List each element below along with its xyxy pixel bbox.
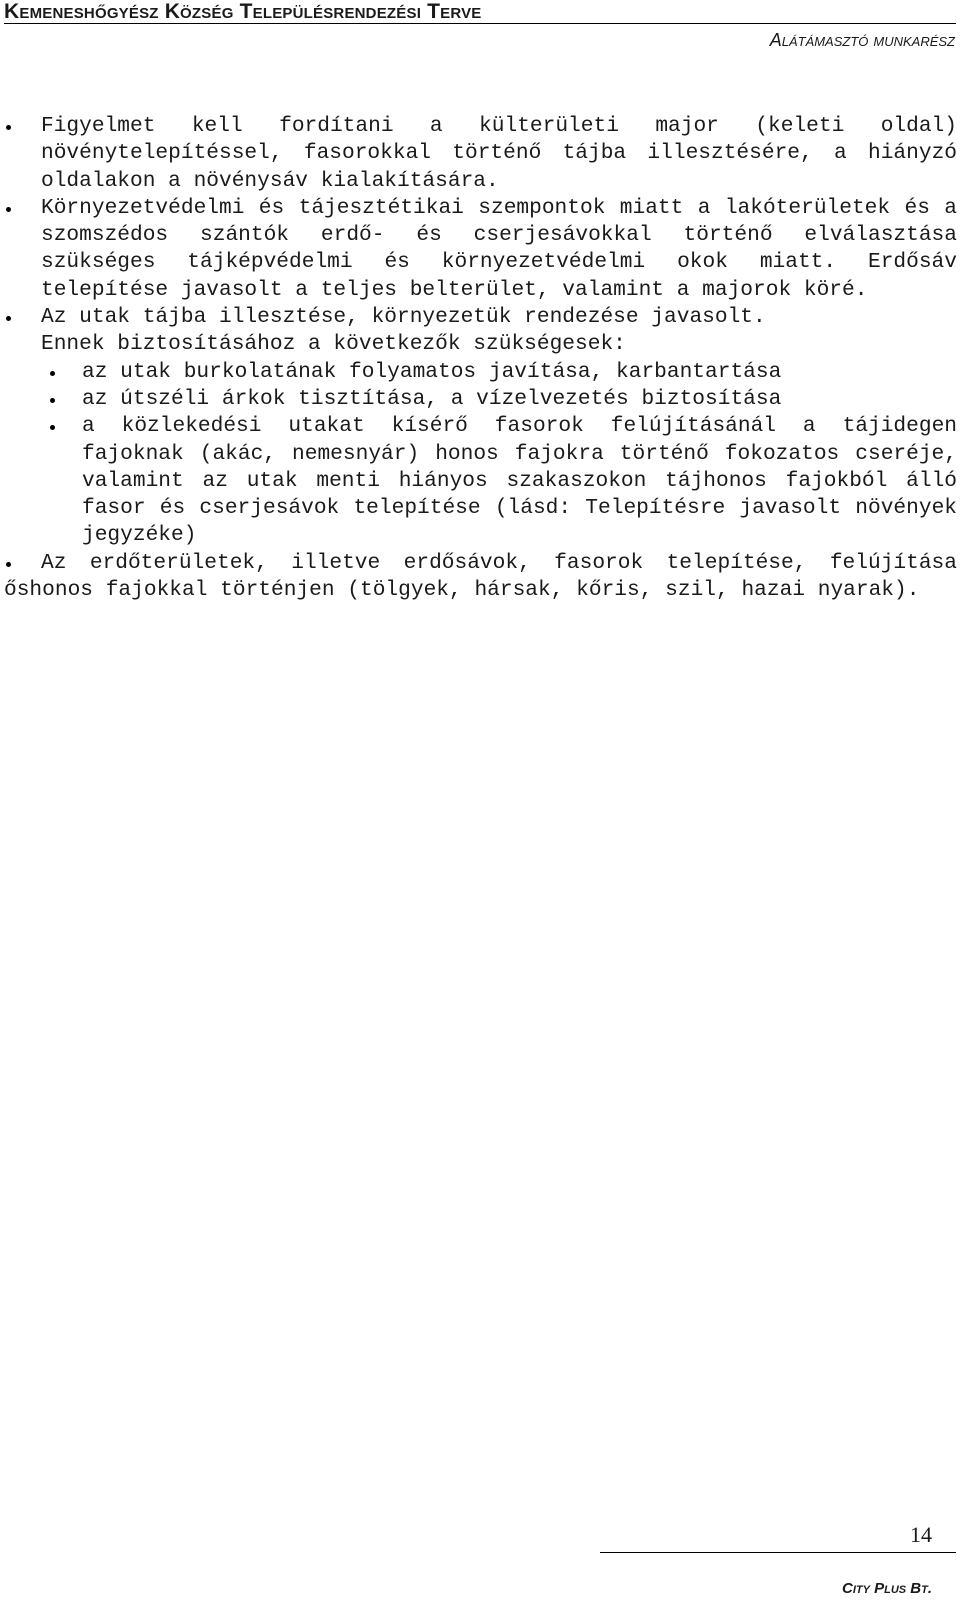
document-title: Kemeneshőgyész Község Településrendezési Terve: [4, 0, 482, 23]
page-number: 14: [910, 1522, 932, 1547]
sub-bullet-item: az utak burkolatának folyamatos javítása, karbantartása: [4, 359, 957, 386]
bullet-item-erdosav: Környezetvédelmi és tájesztétikai szempontok miatt a lakóterületek és a szomszédos szántók erdő- és cserjesávokkal történő elválasztása szükséges tájképvédelmi és környezetvédelmi okok miatt. Erdősáv telepítése javasolt a teljes belterület, valamint a majorok köré.: [4, 195, 957, 304]
sublist-intro: Ennek biztosításához a következők szükségesek:: [41, 332, 626, 357]
sub-bullet-item: az útszéli árkok tisztítása, a vízelvezetés biztosítása: [4, 386, 957, 413]
bullet-item-erdoteruletek: Az erdőterületek, illetve erdősávok, fasorok telepítése, felújítása őshonos fajokkal történjen (tölgyek, hársak, kőris, szil, hazai nyarak).: [4, 550, 957, 605]
header-divider: [4, 23, 956, 24]
document-body: [4, 113, 957, 604]
sub-bullet-item: a közlekedési utakat kísérő fasorok felújításánál a tájidegen fajoknak (akác, nemesnyár) honos fajokra történő fokozatos cseréje, valamint az utak menti hiányos szakaszokon tájhonos fajokból álló fasor és cserjesávok telepítése (lásd: Telepítésre javasolt növények jegyzéke): [4, 413, 957, 549]
bullet-item-major: Figyelmet kell fordítani a külterületi major (keleti oldal) növénytelepítéssel, fasorokkal történő tájba illesztésére, a hiányzó oldalakon a növénysáv kialakítására.: [4, 113, 957, 195]
bullet-item-utak: Az utak tájba illesztése, környezetük rendezése javasolt.: [4, 304, 957, 331]
footer-company-name: City Plus Bt.: [841, 1580, 932, 1597]
footer-divider: [600, 1552, 956, 1553]
document-section-label: Alátámasztó munkarész: [769, 30, 955, 50]
